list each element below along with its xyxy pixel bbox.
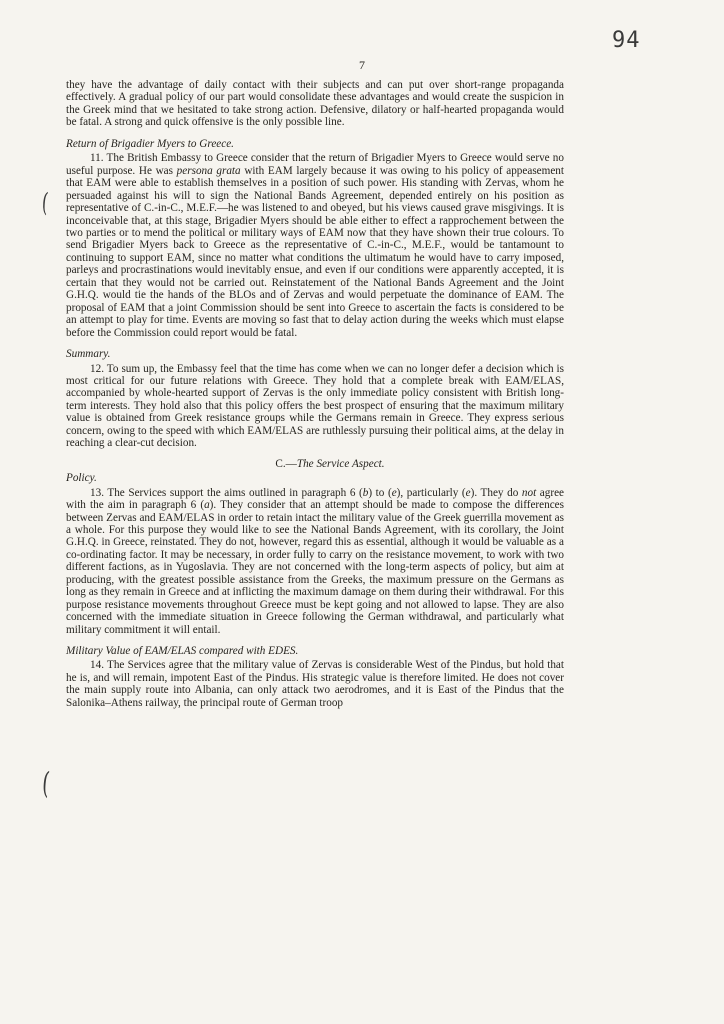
heading-policy: Policy. — [66, 472, 97, 485]
heading-summary: Summary. — [66, 348, 111, 361]
document-body — [66, 79, 564, 709]
paragraph-number: 14. — [90, 659, 104, 672]
paragraph-number: 12. — [90, 362, 104, 375]
paragraph-14: 14. The Services agree that the military value of Zervas is considerable West of the Pindus, but hold that he is, and will remain, impotent East of the Pindus. His strategic value is therefore limited. He does not cover the main supply route into Albania, can only attack two aerodromes, and it is East of the Pindus that the Salonika–Athens railway, the principal route of German troop — [66, 659, 564, 709]
margin-bracket-mark: ( — [40, 765, 51, 802]
heading-return-of-brigadier-myers: Return of Brigadier Myers to Greece. — [66, 137, 234, 150]
paragraph-number: 13. — [90, 486, 104, 499]
page-number: 7 — [359, 58, 365, 72]
heading-military-value: Military Value of EAM/ELAS compared with EDES. — [66, 645, 299, 658]
emphasis-not: not — [521, 486, 537, 499]
intro-paragraph: they have the advantage of daily contact with their subjects and can put over short-range propaganda effectively. A gradual policy of our part would consolidate these advantages and would create the suspicion in the Greek mind that we hesitated to take strong action. Defensive, dilatory or half-hearted propaganda would be fatal. A strong and quick offensive is the only possible line. — [66, 79, 564, 129]
section-c-title: C.—The Service Aspect. — [275, 457, 385, 470]
margin-bracket-mark: ( — [40, 187, 50, 219]
paragraph-number: 11. — [90, 152, 104, 165]
emphasis-persona-grata: persona grata — [176, 164, 241, 177]
paragraph-12: 12. To sum up, the Embassy feel that the time has come when we can no longer defer a decision which is most critical for our future relations with Greece. They hold that a complete break with EAM/ELAS, accompanied by whole-hearted support of Zervas is the only immediate policy consistent with British long-term interests. They hold also that this policy offers the best prospect of ensuring that the maximum military value is obtained from Greek resistance groups while the Germans remain in Greece. They express serious concern, owing to the speed with which EAM/ELAS are ruthlessly pursuing their political aims, at the delay in reaching a clear-cut decision. — [66, 362, 564, 450]
paragraph-11: 11. The British Embassy to Greece consider that the return of Brigadier Myers to Greece would serve no useful purpose. He was persona grata with EAM largely because it was owing to his policy of appeasement that EAM were able to establish themselves in a position of such power. His standing with Zervas, whom he persuaded against his will to sign the National Bands Agreement, depended entirely on his position as representative of C.-in-C., M.E.F.—he was listened to and obeyed, but his views caused grave misgivings. It is inconceivable that, at this stage, Brigadier Myers should be able either to effect a rapprochement between the two parties or to mend the political or military ways of EAM now that they have shown their true colours. To send Brigadier Myers back to Greece as the representative of C.-in-C., M.E.F., would be tantamount to continuing to support EAM, since no matter what conditions the ultimatum he would have to carry imposed, parleys and procrastinations would inevitably ensue, and even if our conditions were apparently accepted, it is certain that they would not be carried out. Reinstatement of the National Bands Agreement and the Joint G.H.Q. would tie the hands of the BLOs and of Zervas and would perpetuate the dominance of EAM. The proposal of EAM that a joint Commission should be sent into Greece to ascertain the facts is considered to be an attempt to play for time. Events are moving so fast that to delay action during the weeks which must elapse before the Commission could report would be fatal. — [66, 152, 565, 339]
paragraph-13: 13. The Services support the aims outlined in paragraph 6 (b) to (e), particularly (e). They do not agree with the aim in paragraph 6 (a). They consider that an attempt should be made to compose the differences between Zervas and EAM/ELAS in order to retain intact the military value of the Greek guerrilla movement as a whole. For this purpose they would like to see the National Bands Agreement, with its corollary, the Joint G.H.Q. in Greece, reinstated. They do not, however, regard this as essential, although it would be valuable as a co-ordinating factor. It may be necessary, in order fully to carry on the resistance movement, to work with two different factions, as in Yugoslavia. They are not concerned with the long-term aspects of policy, but aim at producing, with the greatest possible assistance from the Greeks, the maximum pressure on the Germans as long as they remain in Greece and at inflicting the maximum damage on them during their withdrawal. For this purpose resistance movements throughout Greece must be kept going and not allowed to lapse. They are also concerned with the immediate situation in Greece following the German withdrawal, and particularly what military commitment it will entail. — [66, 486, 565, 636]
handwritten-page-number: 94 — [612, 28, 641, 53]
